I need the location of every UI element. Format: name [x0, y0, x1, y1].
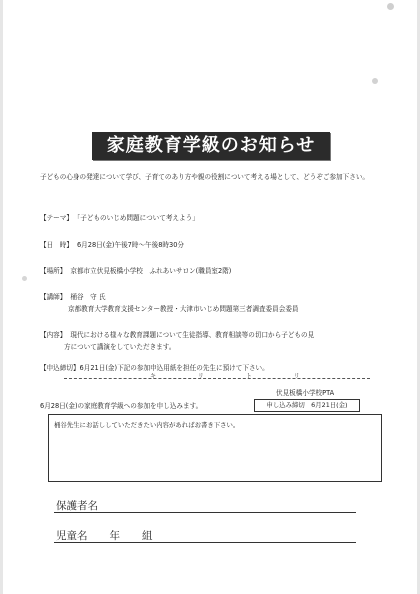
scan-edge-left — [0, 0, 3, 594]
place-label: 【場所】 — [40, 267, 67, 275]
guardian-name-field[interactable] — [54, 512, 356, 513]
year-label: 年 — [109, 530, 120, 542]
datetime-label: 【日 時】 — [40, 241, 73, 249]
punch-hole-mark — [387, 3, 394, 10]
lecturer-row — [40, 293, 105, 302]
content-label: 【内容】 — [40, 331, 67, 339]
cut-marks: キ リ ト リ — [150, 373, 300, 380]
deadline-note: 【申込締切】6月21日(金)下記の参加申込用紙を担任の先生に預けて下さい。 — [40, 364, 269, 372]
intro-paragraph: 子どもの心身の発達について学び、子育てのあり方や親の役割について考える場として、どうぞご参加下さい。 — [40, 173, 370, 181]
content-line2: 方について講演をしていただきます。 — [64, 342, 176, 351]
datetime-value: 6月28日(金)午後7時～午後8時30分 — [76, 241, 185, 249]
content-row — [40, 330, 396, 353]
place-value: 京都市立伏見板橋小学校 ふれあいサロン(職員室2階) — [70, 267, 232, 275]
scan-speck — [372, 78, 378, 84]
message-label: 桶谷先生にお話ししていただきたい内容があればお書き下さい。 — [54, 421, 240, 429]
theme-value: 「子どものいじめ問題について考えよう」 — [76, 214, 199, 222]
deadline-box: 申し込み締切 6月21日(金) — [254, 399, 360, 412]
theme-row — [40, 214, 199, 223]
lecturer-label: 【講師】 — [40, 293, 67, 301]
page-title: 家庭教育学級のお知らせ — [92, 132, 330, 160]
content-line1: 現代における様々な教育課題について生徒指導、教育相談等の切口から子どもの見 — [70, 331, 315, 339]
message-textarea[interactable] — [48, 414, 382, 482]
apply-statement: 6月28日(金)の家庭教育学級への参加を申し込みます。 — [40, 402, 203, 410]
guardian-name-label: 保護者名 — [56, 500, 98, 512]
place-row — [40, 267, 231, 276]
class-label: 組 — [142, 530, 153, 542]
theme-label: 【テーマ】 — [40, 214, 73, 222]
child-name-field[interactable] — [54, 542, 356, 543]
lecturer-name: 桶谷 守 氏 — [70, 293, 106, 301]
scan-speck — [22, 276, 27, 281]
datetime-row — [40, 241, 184, 250]
lecturer-title: 京都教育大学教育支援センター教授・大津市いじめ問題第三者調査委員会委員 — [68, 305, 299, 313]
child-row — [56, 528, 153, 543]
child-name-label: 児童名 — [56, 530, 88, 542]
organization-name: 伏見板橋小学校PTA — [276, 389, 335, 397]
